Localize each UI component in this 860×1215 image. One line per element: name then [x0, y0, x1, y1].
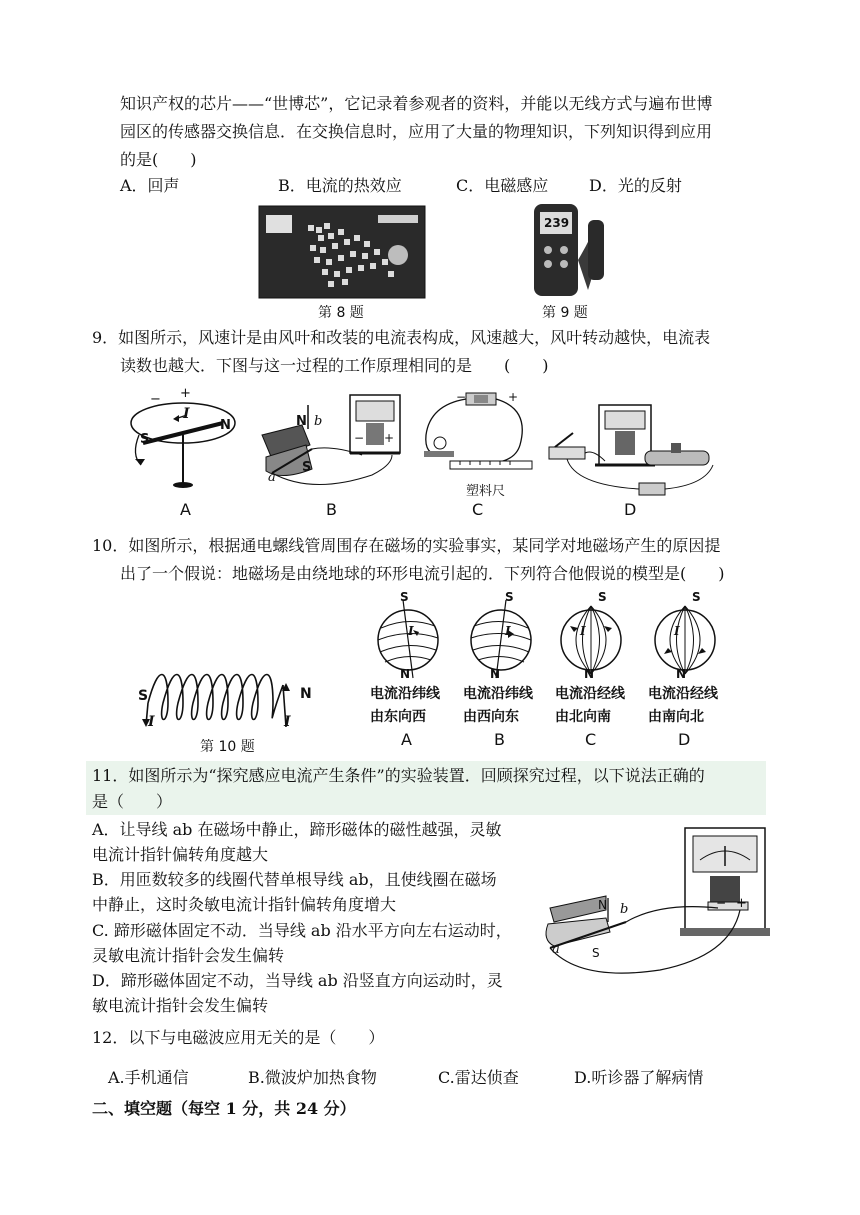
- q11-plus-label: +: [736, 896, 747, 911]
- globe-a-letter: A: [401, 730, 412, 749]
- q10-line-1: 10．如图所示，根据通电螺线管周围存在磁场的实验事实，某同学对地磁场产生的原因提: [92, 536, 721, 555]
- globe-c-n-label: N: [584, 667, 595, 681]
- q9c-minus-label: −: [456, 390, 467, 404]
- q12-option-b: B.微波炉加热食物: [248, 1068, 377, 1087]
- q11-a-label: a: [552, 942, 560, 957]
- globe-b-s-label: S: [505, 590, 514, 604]
- q9a-current-label: I: [183, 406, 190, 422]
- q11-option-d-1: D．蹄形磁体固定不动，当导线 ab 沿竖直方向运动时，灵: [92, 971, 503, 990]
- globe-a-caption-bottom: 由东向西: [370, 709, 426, 725]
- globe-c-letter: C: [585, 730, 597, 749]
- q11-option-a-2: 电流计指针偏转角度越大: [92, 845, 269, 864]
- solenoid-current-left: I: [148, 714, 155, 730]
- q11-option-d-2: 敏电流计指针会发生偏转: [92, 996, 269, 1015]
- q11-option-b-2: 中静止，这时灸敏电流计指针偏转角度增大: [92, 895, 397, 914]
- q8-line-2: 园区的传感器交换信息．在交换信息时，应用了大量的物理知识，下列知识得到应用: [120, 122, 713, 141]
- q9b-a-label: a: [268, 470, 276, 485]
- q9b-s-label: S: [302, 460, 312, 475]
- globe-c-current-label: I: [580, 624, 586, 638]
- q9-letter-b: B: [326, 500, 337, 519]
- q9-letter-c: C: [472, 500, 484, 519]
- q9b-n-label: N: [296, 414, 307, 429]
- globe-b-caption-top: 电流沿纬线: [463, 686, 533, 702]
- q11-option-c-1: C. 蹄形磁体固定不动．当导线 ab 沿水平方向左右运动时，: [92, 921, 512, 940]
- q8-option-a: A．回声: [120, 176, 180, 195]
- q8-line-1: 知识产权的芯片——“世博芯”，它记录着参观者的资料，并能以无线方式与遍布世博: [120, 94, 713, 113]
- q11-minus-label: −: [716, 896, 727, 910]
- globe-a-current-label: I: [408, 624, 414, 638]
- q9-letter-d: D: [624, 500, 637, 519]
- q9-figure-c: [420, 385, 540, 480]
- globe-b-current-label: I: [505, 624, 511, 638]
- q8-line-3: 的是( ): [120, 150, 197, 169]
- figure-10-caption: 第 10 题: [200, 739, 255, 755]
- q11-line-1: 11．如图所示为“探究感应电流产生条件”的实验装置．回顾探究过程，以下说法正确的: [92, 766, 705, 785]
- section-2-title: 二、填空题（每空 1 分，共 24 分）: [92, 1099, 356, 1118]
- q11-n-label: N: [598, 898, 607, 912]
- wind-meter-figure: [528, 200, 608, 300]
- globe-c-caption-bottom: 由北向南: [555, 709, 611, 725]
- q12-option-c: C.雷达侦查: [438, 1068, 519, 1087]
- q9-letter-a: A: [180, 500, 191, 519]
- solenoid-current-right: I: [284, 714, 291, 730]
- q11-line-2: 是（ ）: [92, 792, 173, 811]
- globe-d-caption-bottom: 由南向北: [648, 709, 704, 725]
- q9a-minus-label: −: [150, 392, 161, 407]
- globe-c-caption-top: 电流沿经线: [555, 686, 625, 702]
- globe-d-n-label: N: [676, 667, 687, 681]
- wind-meter-display: 239: [544, 216, 570, 230]
- q12-option-a: A.手机通信: [108, 1068, 189, 1087]
- q9-line-2: 读数也越大．下图与这一过程的工作原理相同的是 ( ): [120, 356, 549, 375]
- globe-a-s-label: S: [400, 590, 409, 604]
- expo-card-figure: [258, 205, 428, 300]
- figure-8-caption: 第 8 题: [318, 305, 364, 321]
- q9a-n-label: N: [220, 418, 231, 433]
- q9b-minus-label: −: [354, 431, 365, 445]
- q8-option-b: B．电流的热效应: [278, 176, 402, 195]
- globe-d-s-label: S: [692, 590, 701, 604]
- q11-option-a-1: A．让导线 ab 在磁场中静止，蹄形磁体的磁性越强，灵敏: [92, 820, 502, 839]
- q11-option-b-1: B．用匝数较多的线圈代替单根导线 ab，且使线圈在磁场: [92, 870, 497, 889]
- q9c-plus-label: +: [508, 390, 519, 404]
- q9-line-1: 9．如图所示，风速计是由风叶和改装的电流表构成，风速越大，风叶转动越快，电流表: [92, 328, 711, 347]
- solenoid-figure: [128, 655, 308, 735]
- q11-option-c-2: 灵敏电流计指针会发生偏转: [92, 946, 285, 965]
- solenoid-s-label: S: [138, 688, 149, 704]
- solenoid-n-label: N: [300, 686, 312, 702]
- globe-c-s-label: S: [598, 590, 607, 604]
- q12-option-d: D.听诊器了解病情: [574, 1068, 704, 1087]
- q10-line-2: 出了一个假说：地磁场是由绕地球的环形电流引起的．下列符合他假说的模型是( ): [120, 564, 725, 583]
- q11-s-label: S: [592, 946, 600, 960]
- globe-b: [466, 592, 536, 682]
- q9a-s-label: S: [140, 432, 150, 447]
- q11-b-label: b: [620, 902, 629, 917]
- globe-d-letter: D: [678, 730, 691, 749]
- q9b-plus-label: +: [384, 431, 395, 445]
- globe-d-caption-top: 电流沿经线: [648, 686, 718, 702]
- q9b-b-label: b: [314, 414, 323, 429]
- globe-b-n-label: N: [490, 667, 501, 681]
- q8-option-d: D．光的反射: [589, 176, 682, 195]
- globe-a-caption-top: 电流沿纬线: [370, 686, 440, 702]
- figure-9-caption: 第 9 题: [542, 305, 588, 321]
- q9-figure-d: [545, 395, 725, 500]
- globe-d-current-label: I: [674, 624, 680, 638]
- plastic-ruler-label: 塑料尺: [466, 484, 506, 499]
- q12-line: 12．以下与电磁波应用无关的是（ ）: [92, 1028, 385, 1047]
- q9a-plus-label: +: [180, 386, 191, 401]
- globe-b-caption-bottom: 由西向东: [463, 709, 519, 725]
- globe-b-letter: B: [494, 730, 505, 749]
- globe-a-n-label: N: [400, 667, 411, 681]
- q8-option-c: C．电磁感应: [456, 176, 549, 195]
